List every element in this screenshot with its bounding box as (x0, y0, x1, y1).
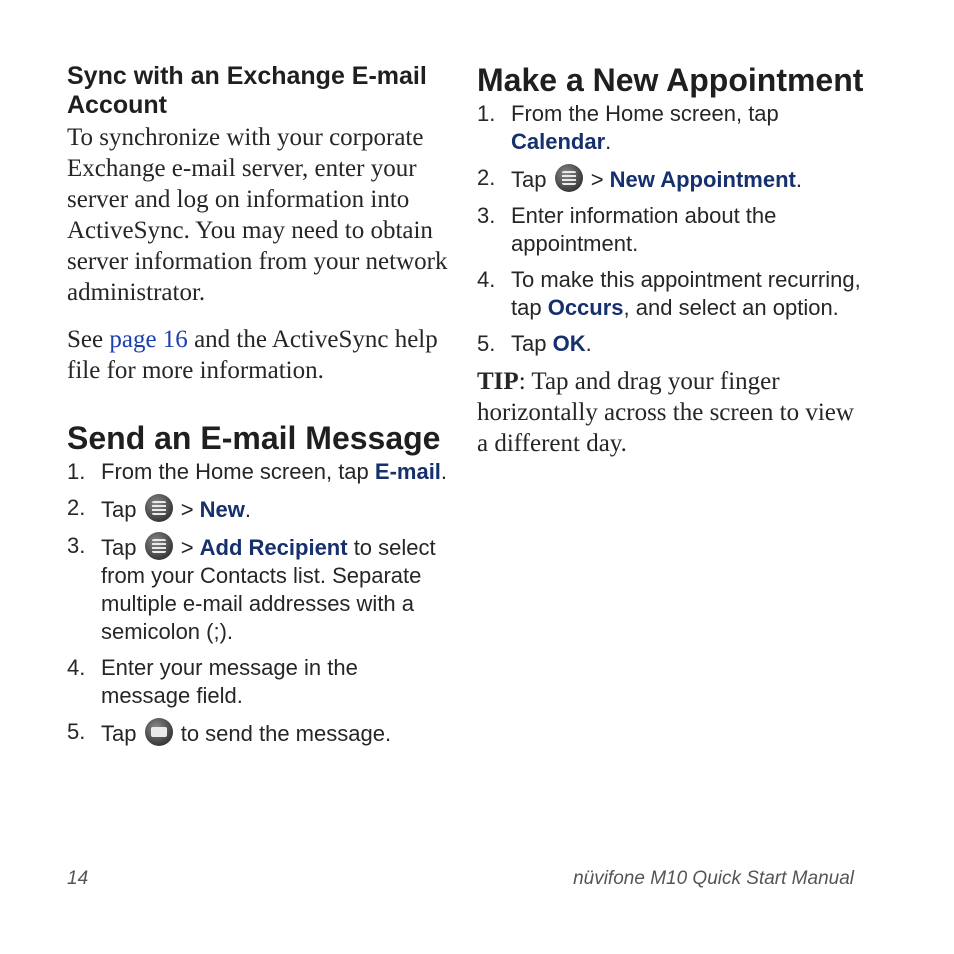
new-appointment-keyword: New Appointment (609, 167, 796, 192)
list-item (67, 458, 452, 486)
step-text: Enter information about the appointment. (511, 203, 777, 256)
step-separator: > (584, 167, 610, 192)
step-text: Tap (101, 721, 143, 746)
occurs-keyword: Occurs (547, 295, 624, 320)
step-text: Tap (101, 497, 143, 522)
menu-icon (145, 494, 173, 522)
see-suffix: and the ActiveSync help file for more information. (67, 326, 438, 384)
step-text-end: . (605, 129, 612, 154)
step-number: 4. (67, 655, 86, 680)
sync-heading: Sync with an Exchange E-mail Account (67, 62, 427, 119)
list-item (477, 202, 867, 258)
tip-paragraph (477, 366, 867, 459)
step-text-end: . (440, 459, 448, 484)
new-appointment-steps (477, 100, 867, 358)
step-number: 2. (477, 165, 496, 190)
calendar-keyword: Calendar (511, 129, 606, 154)
send-email-steps (67, 458, 452, 748)
step-text: Enter your message in the message field. (101, 655, 358, 708)
list-item (477, 330, 867, 358)
list-item (67, 654, 452, 710)
step-number: 3. (477, 203, 496, 228)
step-text-end: to send the message. (174, 721, 392, 746)
step-number: 2. (67, 495, 86, 520)
page-number: 14 (67, 868, 89, 889)
step-number: 5. (67, 719, 86, 744)
list-item (67, 532, 452, 646)
right-column (477, 62, 867, 459)
email-keyword: E-mail (374, 459, 441, 484)
ok-keyword: OK (552, 331, 586, 356)
send-icon (145, 718, 173, 746)
step-text: From the Home screen, tap (101, 459, 375, 484)
step-text: To make this appointment recurring, tap (511, 267, 861, 320)
see-also-paragraph (67, 324, 452, 386)
add-recipient-keyword: Add Recipient (199, 535, 348, 560)
step-number: 1. (67, 459, 86, 484)
see-prefix: See (67, 326, 110, 353)
send-email-heading: Send an E-mail Message (67, 420, 441, 456)
step-text-end: . (795, 167, 802, 192)
step-separator: > (174, 497, 200, 522)
step-text-end: , and select an option. (623, 295, 839, 320)
step-text-end: to select from your Contacts list. Separate multiple e-mail addresses with a semicolon (;). (101, 535, 436, 644)
menu-icon (145, 532, 173, 560)
step-number: 5. (477, 331, 496, 356)
step-text: From the Home screen, tap (511, 101, 779, 126)
tip-label: TIP (477, 368, 519, 395)
new-appointment-heading: Make a New Appointment (477, 62, 864, 98)
list-item (477, 164, 867, 194)
step-separator: > (174, 535, 200, 560)
new-keyword: New (199, 497, 245, 522)
manual-title: nüvifone M10 Quick Start Manual (573, 868, 854, 889)
step-text-end: . (585, 331, 592, 356)
step-number: 1. (477, 101, 496, 126)
step-text-end: . (244, 497, 252, 522)
list-item (67, 718, 452, 748)
left-column (67, 62, 452, 756)
menu-icon (555, 164, 583, 192)
tip-text: : Tap and drag your finger horizontally across the screen to view a different day. (477, 368, 854, 457)
list-item (477, 100, 867, 156)
step-text: Tap (101, 535, 143, 560)
step-number: 3. (67, 533, 86, 558)
step-text: Tap (511, 331, 553, 356)
page-16-link[interactable]: page 16 (109, 326, 188, 353)
list-item (67, 494, 452, 524)
sync-body: To synchronize with your corporate Exchange e-mail server, enter your server and log on information into ActiveSync. You may need to obtain server information from your network administrator. (67, 124, 448, 306)
list-item (477, 266, 867, 322)
step-number: 4. (477, 267, 496, 292)
step-text: Tap (511, 167, 553, 192)
